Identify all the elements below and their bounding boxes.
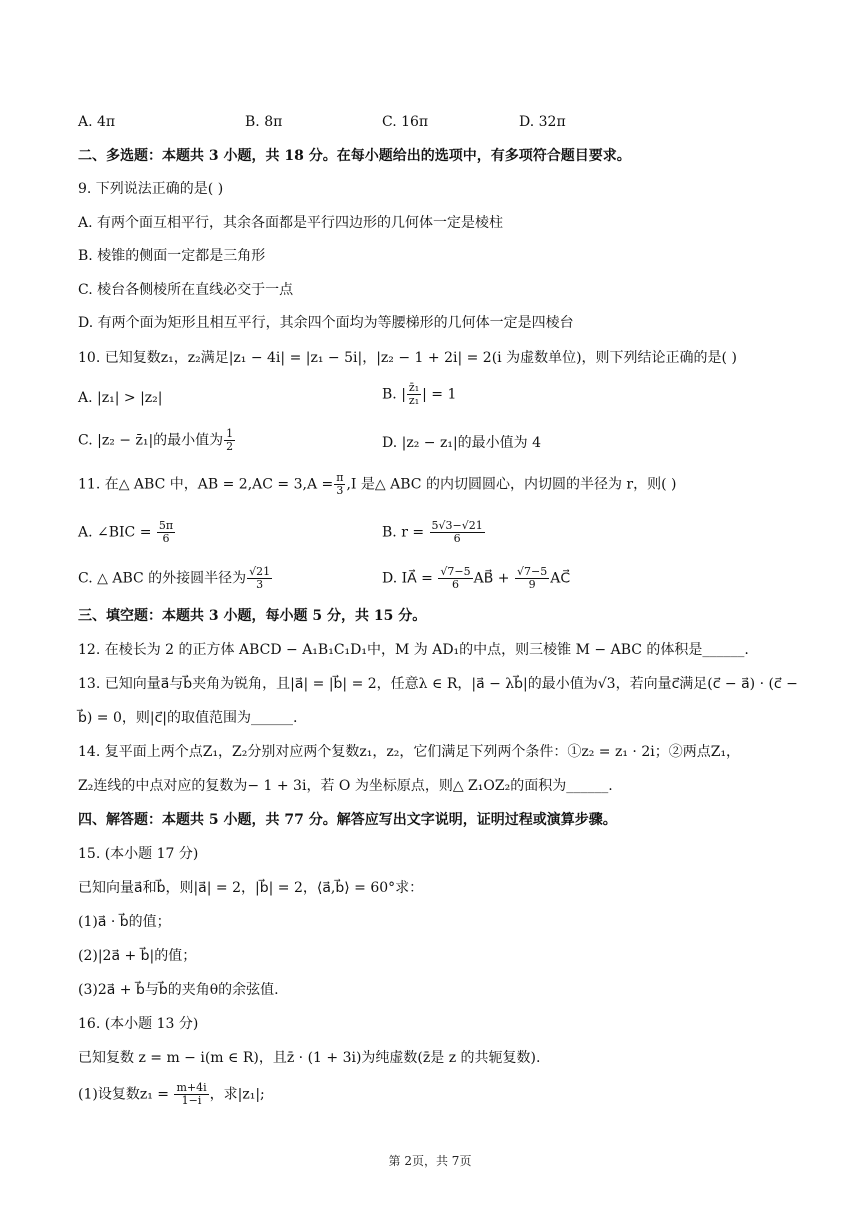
q11-option-d [382, 566, 570, 591]
fraction-denominator: 9 [528, 578, 536, 591]
q10-option-a: A. |z₁| > |z₂| [78, 390, 163, 406]
fraction-numerator: 5π [158, 519, 174, 532]
fraction-numerator: √7−5 [516, 565, 548, 578]
q10-option-c-fraction [224, 428, 235, 453]
q11-option-a-fraction [157, 520, 175, 545]
q11-stem-suffix: ,I 是△ ABC 的内切圆圆心，内切圆的半径为 r，则( ) [346, 476, 677, 493]
q16-heading: 16. (本小题 13 分) [78, 1016, 199, 1032]
q15-stem: 已知向量a⃗和b⃗，则|a⃗| = 2，|b⃗| = 2，⟨a⃗,b⃗⟩ = 60°求： [78, 880, 424, 896]
q9-option-c: C. 棱台各侧棱所在直线必交于一点 [78, 282, 294, 298]
q11-option-d-fraction-1 [438, 566, 472, 591]
q14-line-1: 14. 复平面上两个点Z₁，Z₂分别对应两个复数z₁，z₂，它们满足下列两个条件：①z₂ = z₁ · 2i；②两点Z₁， [78, 744, 741, 760]
fraction-denominator: z₁ [408, 394, 420, 407]
q11-option-c-prefix: C. △ ABC 的外接圆半径为 [78, 570, 247, 587]
q10-stem: 10. 已知复数z₁，z₂满足|z₁ − 4i| = |z₁ − 5i|，|z₂ − 1 + 2i| = 2(i 为虚数单位)，则下列结论正确的是( ) [78, 350, 737, 366]
q10-option-c [78, 428, 236, 453]
fraction-denominator: 3 [336, 484, 344, 497]
q9-option-b: B. 棱锥的侧面一定都是三角形 [78, 248, 266, 264]
fraction-numerator: π [336, 471, 344, 484]
q11-option-b-prefix: B. r = [382, 524, 425, 541]
q8-option-c: C. 16π [382, 114, 429, 130]
q11-stem-prefix: 11. 在△ ABC 中，AB = 2,AC = 3,A = [78, 476, 334, 493]
fraction-denominator: 6 [162, 532, 170, 545]
fraction-numerator: 1 [226, 427, 234, 440]
fraction-numerator: z̄₁ [408, 381, 420, 394]
q13-line-2: b⃗) = 0，则|c⃗|的取值范围为______. [78, 710, 298, 726]
q11-option-c [78, 566, 273, 591]
q11-option-c-fraction [247, 566, 272, 591]
q16-part-1-fraction [174, 1082, 208, 1107]
q10-option-b-suffix: | = 1 [422, 386, 457, 403]
q16-part-1-prefix: (1)设复数z₁ = [78, 1086, 169, 1103]
section-multiple-choice-heading: 二、多选题：本题共 3 小题，共 18 分。在每小题给出的选项中，有多项符合题目要求。 [78, 148, 631, 164]
fraction-numerator: √21 [249, 565, 271, 578]
q11-stem [78, 472, 676, 497]
q15-part-2: (2)|2a⃗ + b⃗|的值； [78, 948, 197, 964]
q15-part-1: (1)a⃗ · b⃗的值； [78, 914, 171, 930]
q10-option-d: D. |z₂ − z₁|的最小值为 4 [382, 435, 542, 451]
q11-option-b [382, 520, 486, 545]
q9-stem: 9. 下列说法正确的是( ) [78, 181, 224, 197]
fraction-numerator: 5√3−√21 [431, 519, 483, 532]
fraction-denominator: 6 [451, 578, 459, 591]
fraction-denominator: 1−i [181, 1094, 202, 1107]
q11-option-d-suffix: AC⃗ [550, 570, 571, 587]
q11-option-d-fraction-2 [515, 566, 549, 591]
q15-heading: 15. (本小题 17 分) [78, 846, 199, 862]
fraction-numerator: m+4i [176, 1081, 207, 1094]
q16-part-1 [78, 1082, 265, 1107]
q11-option-b-fraction [430, 520, 485, 545]
section-fill-in-heading: 三、填空题：本题共 3 小题，每小题 5 分，共 15 分。 [78, 608, 427, 624]
q10-option-b-prefix: B. | [382, 386, 406, 403]
q10-option-b [382, 382, 456, 407]
q11-option-d-prefix: D. IA⃗ = [382, 570, 433, 587]
fraction-denominator: 3 [256, 578, 264, 591]
q9-option-a: A. 有两个面互相平行，其余各面都是平行四边形的几何体一定是棱柱 [78, 215, 504, 231]
q16-part-1-suffix: ，求|z₁|; [209, 1086, 265, 1103]
q14-line-2: Z₂连线的中点对应的复数为− 1 + 3i，若 O 为坐标原点，则△ Z₁OZ₂的面积为______. [78, 778, 613, 794]
fraction-numerator: √7−5 [440, 565, 471, 578]
q11-stem-fraction [334, 472, 345, 497]
q11-option-d-middle: AB⃗ + [473, 570, 510, 587]
q12-text: 12. 在棱长为 2 的正方体 ABCD − A₁B₁C₁D₁中，M 为 AD₁的中点，则三棱锥 M − ABC 的体积是______. [78, 642, 749, 658]
fraction-denominator: 6 [453, 532, 461, 545]
q13-line-1: 13. 已知向量a⃗与b⃗夹角为锐角，且|a⃗| = |b⃗| = 2，任意λ ∈ R，|a⃗ − λb⃗|的最小值为√3，若向量c⃗满足(c⃗ − a⃗) · (c⃗ − [78, 676, 798, 692]
page-footer: 第 2页，共 7页 [388, 1154, 472, 1168]
section-solution-heading: 四、解答题：本题共 5 小题，共 77 分。解答应写出文字说明，证明过程或演算步骤。 [78, 812, 617, 828]
q9-option-d: D. 有两个面为矩形且相互平行，其余四个面均为等腰梯形的几何体一定是四棱台 [78, 315, 574, 331]
q8-option-d: D. 32π [519, 114, 566, 130]
q8-option-b: B. 8π [245, 114, 283, 130]
fraction-denominator: 2 [226, 440, 234, 453]
q11-option-a [78, 520, 176, 545]
q8-option-a: A. 4π [78, 114, 116, 130]
q11-option-a-prefix: A. ∠BIC = [78, 524, 152, 541]
q16-stem: 已知复数 z = m − i(m ∈ R)，且z̄ · (1 + 3i)为纯虚数(z̄是 z 的共轭复数). [78, 1050, 541, 1066]
q10-option-c-prefix: C. |z₂ − z̄₁|的最小值为 [78, 432, 224, 449]
q10-option-b-fraction [407, 382, 421, 407]
q15-part-3: (3)2a⃗ + b⃗与b⃗的夹角θ的余弦值. [78, 982, 279, 998]
